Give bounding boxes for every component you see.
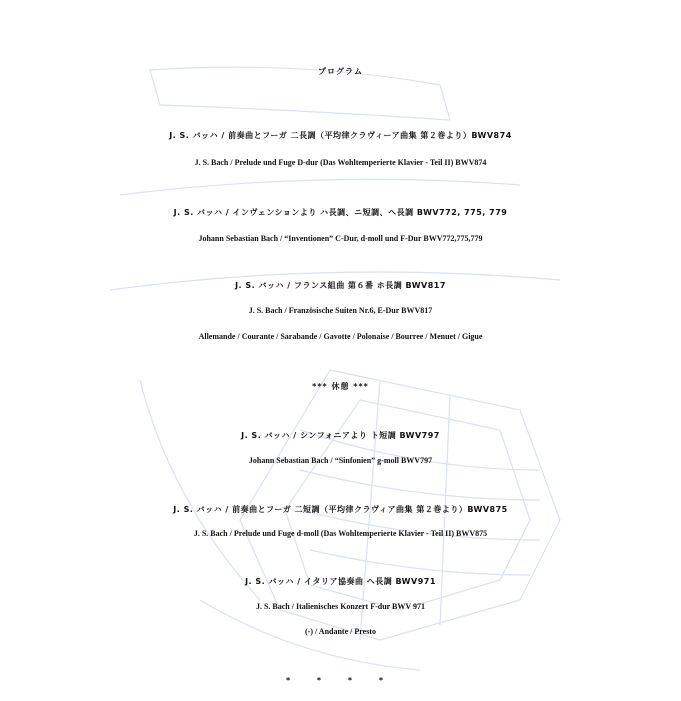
program-title: プログラム bbox=[318, 67, 363, 76]
piece-5-japanese: J. S. バッハ / 前奏曲とフーガ 二短調（平均律クラヴィア曲集 第２巻より）BWV875 bbox=[173, 505, 508, 514]
piece-1-english: J. S. Bach / Prelude und Fuge D-dur (Das Wohltemperierte Klavier - Teil II) BWV874 bbox=[194, 158, 487, 167]
piece-3-japanese: J. S. バッハ / フランス組曲 第６番 ホ長調 BWV817 bbox=[235, 281, 446, 290]
piece-6-english: J. S. Bach / Italienisches Konzert F-dur BWV 971 bbox=[255, 602, 426, 611]
piece-2-japanese: J. S. バッハ / インヴェンションより ハ長調、ニ短調、ヘ長調 BWV772, 775, 779 bbox=[173, 208, 508, 217]
piece-5-english: J. S. Bach / Prelude und Fuge d-moll (Das Wohltemperierte Klavier - Teil II) BWV875 bbox=[193, 529, 488, 538]
intermission-marker: *** 休憩 *** bbox=[312, 382, 369, 391]
piece-6-japanese: J. S. バッハ / イタリア協奏曲 ヘ長調 BWV971 bbox=[245, 577, 436, 586]
piece-3-english: J. S. Bach / Französische Suiten Nr.6, E-Dur BWV817 bbox=[248, 306, 433, 315]
piece-6-movements: (-) / Andante / Presto bbox=[305, 627, 376, 636]
piece-4-english: Johann Sebastian Bach / “Sinfonien” g-moll BWV797 bbox=[248, 456, 433, 465]
piece-1-japanese: J. S. バッハ / 前奏曲とフーガ 二長調（平均律クラヴィーア曲集 第２巻より）BWV874 bbox=[169, 131, 512, 140]
piece-3-movements: Allemande / Courante / Sarabande / Gavotte / Polonaise / Bourree / Menuet / Gigue bbox=[198, 332, 483, 341]
piece-4-japanese: J. S. バッハ / シンフォニアより ト短調 BWV797 bbox=[241, 431, 440, 440]
end-marks: * * * * bbox=[285, 676, 396, 685]
piece-2-english: Johann Sebastian Bach / “Inventionen” C-Dur, d-moll und F-Dur BWV772,775,779 bbox=[198, 234, 483, 243]
